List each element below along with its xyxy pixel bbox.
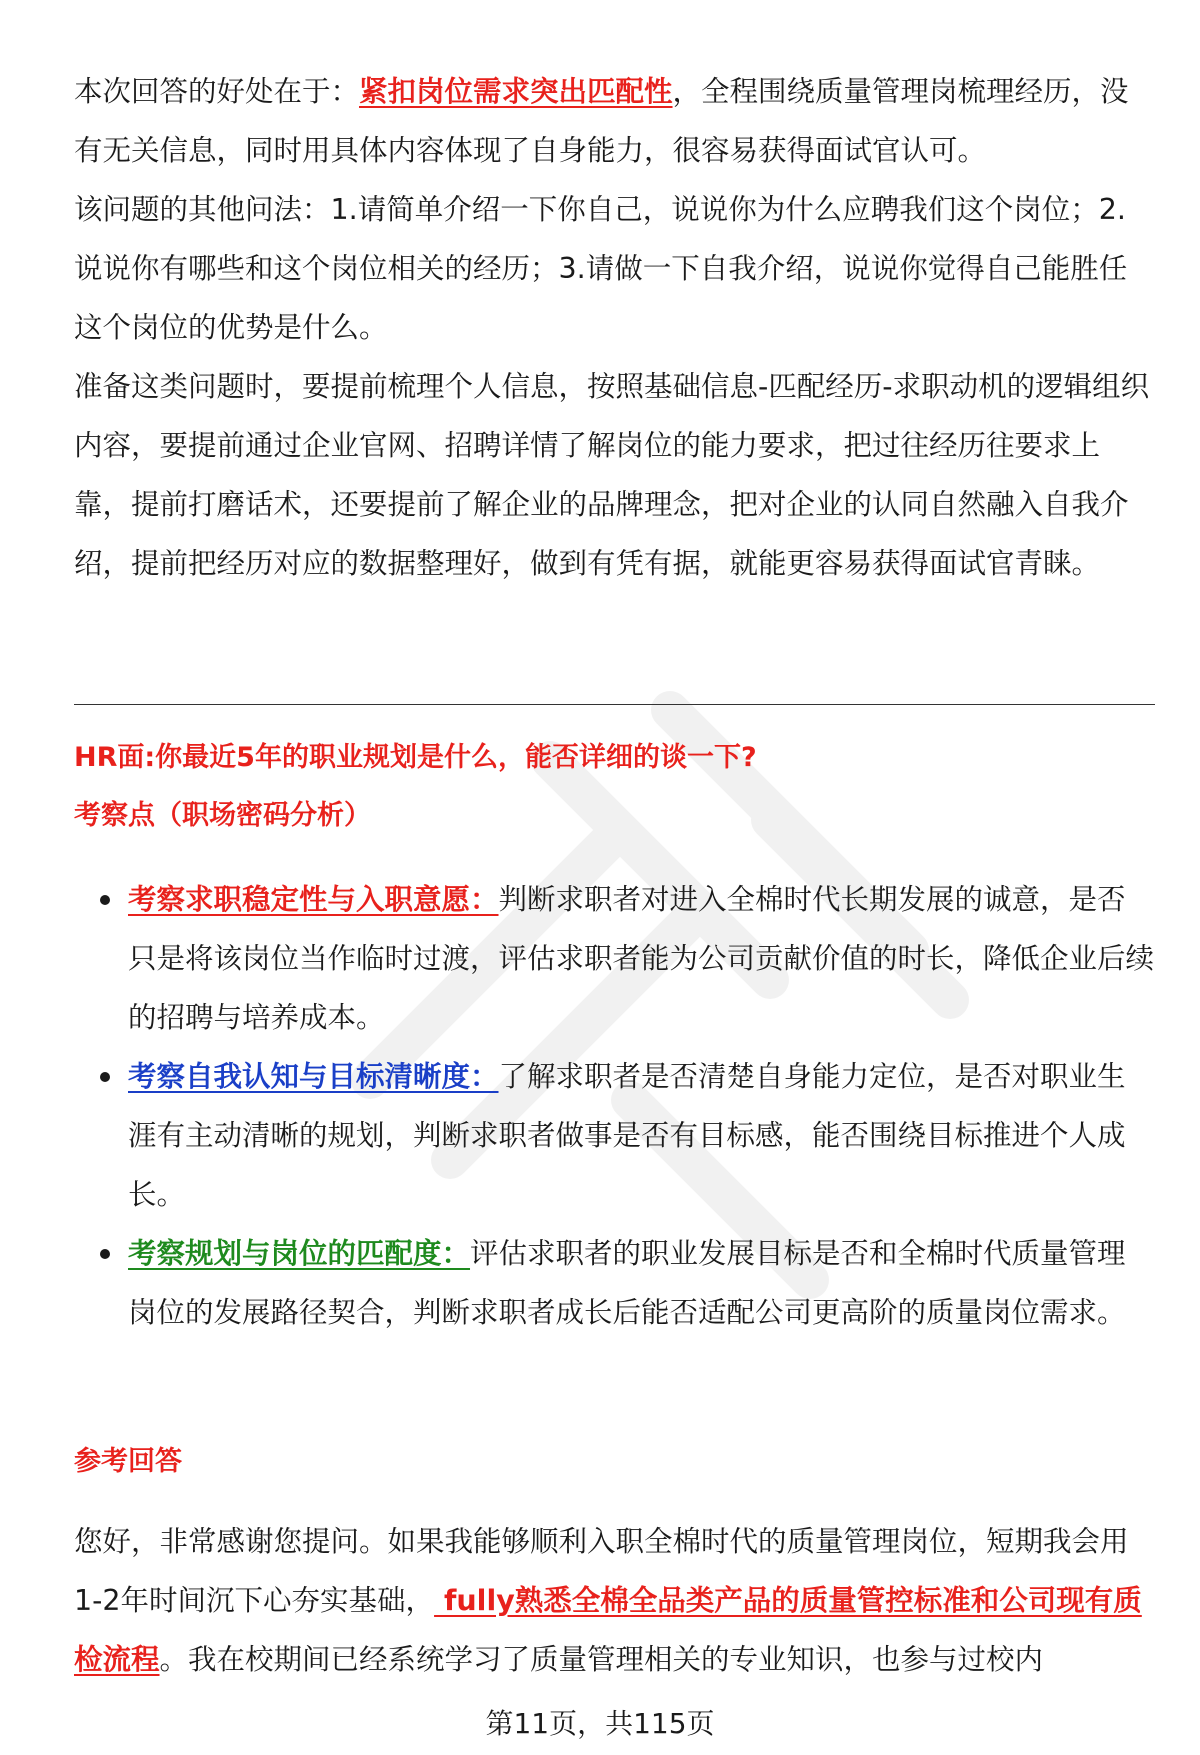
assessment-points: [74, 870, 1154, 1342]
bullet-icon: [100, 1072, 110, 1082]
bullet-label: 考察规划与岗位的匹配度：: [128, 1237, 471, 1270]
divider: [74, 704, 1155, 705]
page-footer: 第11页，共115页: [485, 1707, 715, 1740]
answer-title: 参考回答: [74, 1446, 182, 1477]
list-item: [74, 1047, 1154, 1224]
paragraph-other-questions: 该问题的其他问法：1.请简单介绍一下你自己，说说你为什么应聘我们这个岗位；2.说说你有哪些和这个岗位相关的经历；3.请做一下自我介绍，说说你觉得自己能胜任这个岗位的优势是什么。: [74, 193, 1128, 344]
highlight-match: 紧扣岗位需求突出匹配性: [359, 75, 673, 108]
answer-paragraph: 您好，非常感谢您提问。如果我能够顺利入职全棉时代的质量管理岗位，短期我会用1-2年时间沉下心夯实基础， fully熟悉全棉全品类产品的质量管控标准和公司现有质检流程。我在校期间已经系统学习了质量管理相关的专业知识，也参与过校内: [74, 1525, 1142, 1676]
bullet-label: 考察自我认知与目标清晰度：: [128, 1060, 499, 1093]
section-title: 考察点（职场密码分析）: [74, 800, 371, 831]
question-heading: HR面:你最近5年的职业规划是什么，能否详细的谈一下?: [74, 742, 757, 773]
bullet-text: 判断求职者对进入全棉时代长期发展的诚意，是否只是将该岗位当作临时过渡，评估求职者能为公司贡献价值的时长，降低企业后续的招聘与培养成本。: [128, 883, 1155, 1034]
bullet-text: 了解求职者是否清楚自身能力定位，是否对职业生涯有主动清晰的规划，判断求职者做事是否有目标感，能否围绕目标推进个人成长。: [128, 1060, 1126, 1211]
list-item: [74, 1224, 1154, 1342]
bullet-icon: [100, 895, 110, 905]
bullet-label: 考察求职稳定性与入职意愿：: [128, 883, 499, 916]
bullet-text: 评估求职者的职业发展目标是否和全棉时代质量管理岗位的发展路径契合，判断求职者成长后能否适配公司更高阶的质量岗位需求。: [128, 1237, 1126, 1329]
paragraph-benefit: 本次回答的好处在于：紧扣岗位需求突出匹配性，全程围绕质量管理岗梳理经历，没有无关信息，同时用具体内容体现了自身能力，很容易获得面试官认可。: [74, 75, 1129, 167]
highlight-familiarize: fully熟悉全棉全品类产品的质量管控标准和公司现有质检流程: [74, 1584, 1142, 1676]
bullet-icon: [100, 1249, 110, 1259]
list-item: [74, 870, 1154, 1047]
paragraph-preparation: 准备这类问题时，要提前梳理个人信息，按照基础信息-匹配经历-求职动机的逻辑组织内容，要提前通过企业官网、招聘详情了解岗位的能力要求，把过往经历往要求上靠，提前打磨话术，还要提前了解企业的品牌理念，把对企业的认同自然融入自我介绍，提前把经历对应的数据整理好，做到有凭有据，就能更容易获得面试官青睐。: [74, 370, 1150, 580]
